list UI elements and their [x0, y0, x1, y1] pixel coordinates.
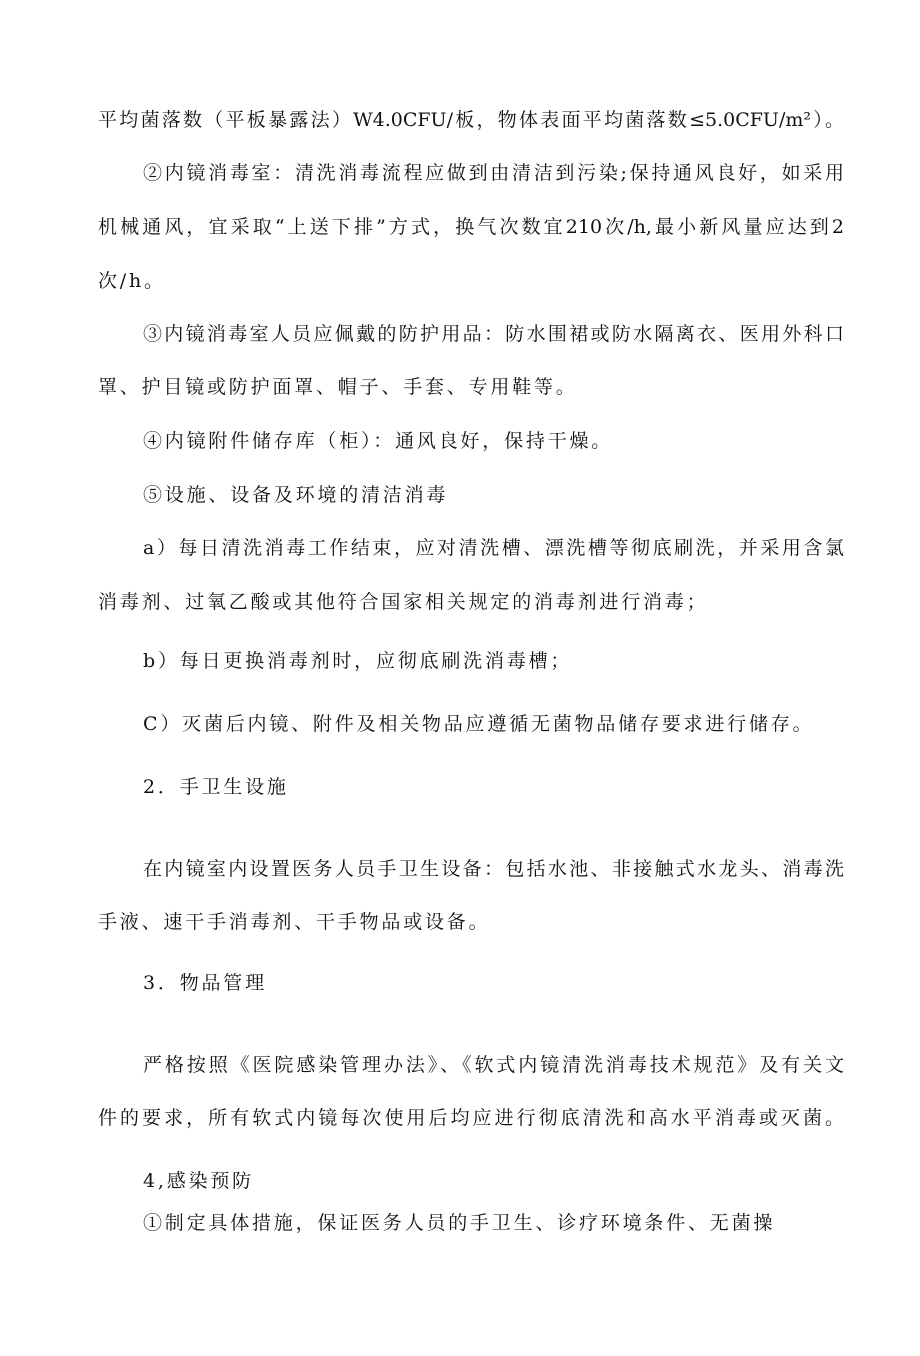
text-line-facility-cleaning: ⑤设施、设备及环境的清洁消毒 — [143, 484, 449, 506]
text-line-air-change: 次/h。 — [98, 270, 166, 292]
text-line-colony-standard: 平均菌落数（平板暴露法）W4.0CFU/板，物体表面平均菌落数≤5.0CFU∕m²）。 — [98, 109, 844, 131]
text-line-item-a-cont: 消毒剂、过氧乙酸或其他符合国家相关规定的消毒剂进行消毒； — [98, 591, 709, 613]
text-line-item-a: a）每日清洗消毒工作结束，应对清洗槽、漂洗槽等彻底刷洗，并采用含氯 — [143, 537, 844, 559]
text-line-protective-gear: ③内镜消毒室人员应佩戴的防护用品：防水围裙或防水隔离衣、医用外科口 — [143, 323, 844, 345]
text-line-ventilation: 机械通风，宜采取“上送下排”方式，换气次数宜210次∕h,最小新风量应达到2 — [98, 216, 844, 238]
text-line-item-c: C）灭菌后内镜、附件及相关物品应遵循无菌物品储存要求进行储存。 — [143, 713, 815, 735]
text-line-item-management: 严格按照《医院感染管理办法》、《软式内镜清洗消毒技术规范》及有关文 — [143, 1054, 844, 1076]
text-line-item-b: b）每日更换消毒剂时，应彻底刷洗消毒槽； — [143, 650, 573, 672]
text-line-hand-hygiene-cont: 手液、速干手消毒剂、干手物品或设备。 — [98, 911, 491, 933]
section-heading-hand-hygiene: 2．手卫生设施 — [143, 776, 289, 798]
text-line-storage: ④内镜附件储存库（柜）：通风良好，保持干燥。 — [143, 430, 614, 452]
text-line-protective-gear-cont: 罩、护目镜或防护面罩、帽子、手套、专用鞋等。 — [98, 376, 578, 398]
text-line-hand-hygiene: 在内镜室内设置医务人员手卫生设备：包括水池、非接触式水龙头、消毒洗 — [143, 858, 844, 880]
text-line-disinfection-room: ②内镜消毒室：清洗消毒流程应做到由清洁到污染;保持通风良好，如采用 — [143, 162, 844, 184]
text-line-infection-prevention: ①制定具体措施，保证医务人员的手卫生、诊疗环境条件、无菌操 — [143, 1212, 776, 1234]
section-heading-item-management: 3．物品管理 — [143, 972, 267, 994]
section-heading-infection-prevention: 4,感染预防 — [143, 1170, 254, 1192]
text-line-item-management-cont: 件的要求，所有软式内镜每次使用后均应进行彻底清洗和高水平消毒或灭菌。 — [98, 1107, 844, 1129]
